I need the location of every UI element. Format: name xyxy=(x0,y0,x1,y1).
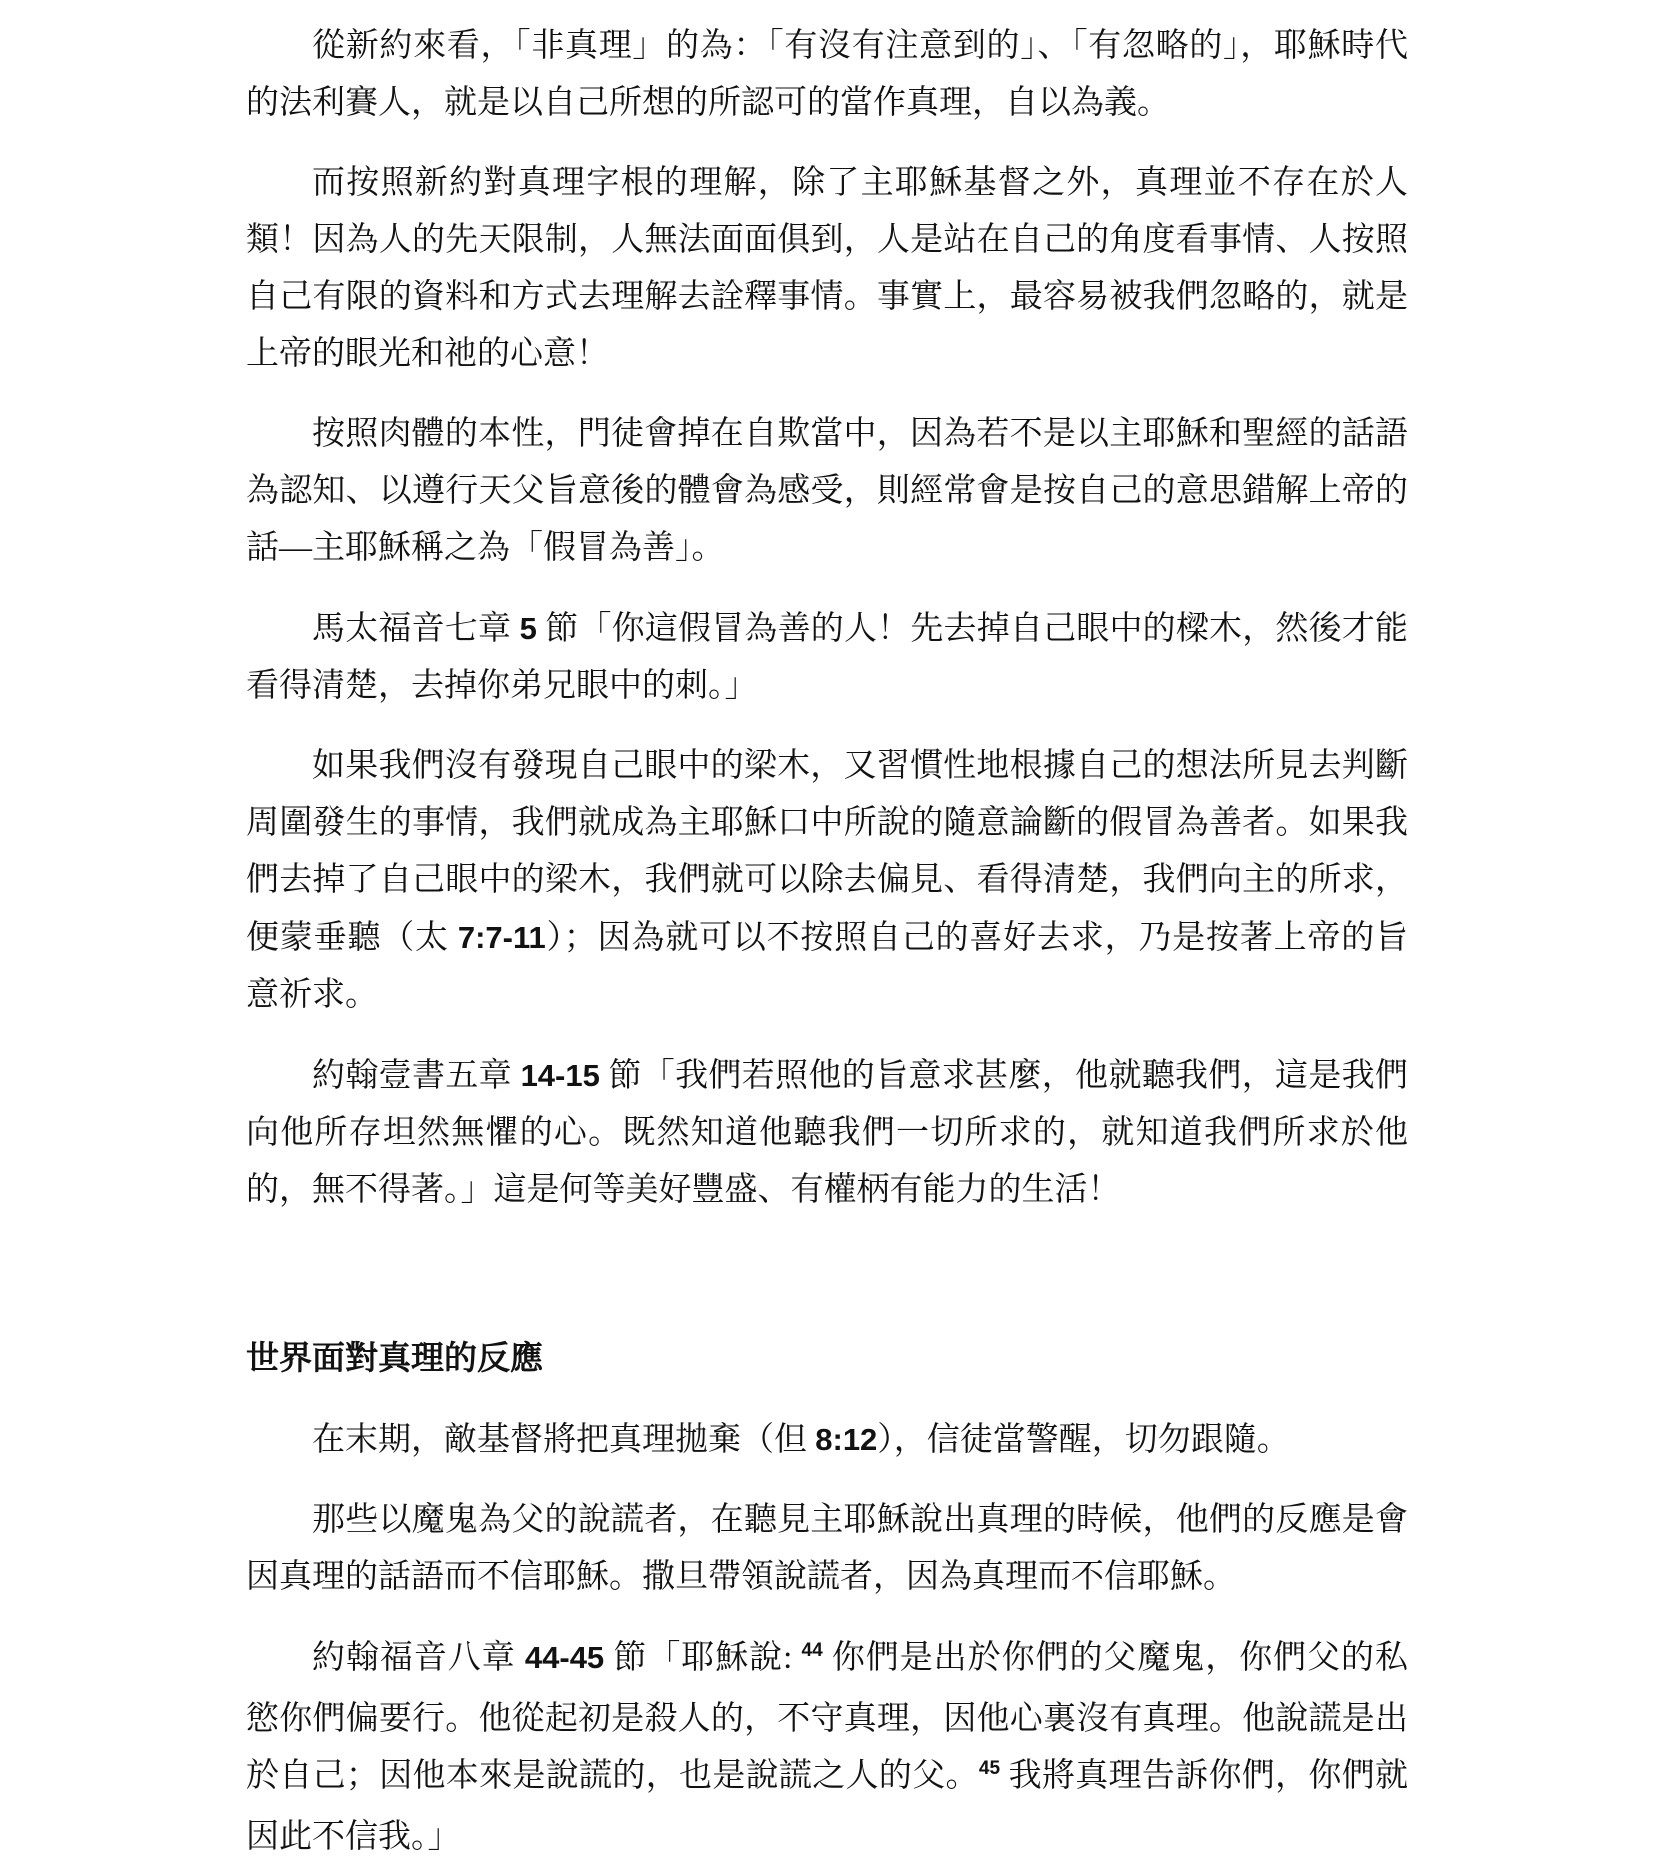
scripture-ref-text: 馬太福音七章 xyxy=(312,611,520,647)
paragraph-truth-root: 而按照新約對真理字根的理解，除了主耶穌基督之外，真理並不存在於人類！因為人的先天限制，人無法面面俱到，人是站在自己的角度看事情、人按照自己有限的資料和方式去理解去詮釋事情。事實上，最容易被我們忽略的，就是上帝的眼光和祂的心意！ xyxy=(246,165,1408,372)
document-content xyxy=(246,18,1408,1864)
scripture-quote-text: 節「我們若照他的旨意求甚麼，他就聽我們，這是我們向他所存坦然無懼的心。既然知道他聽我們一切所求的，就知道我們所求於他的，無不得著。」這是何等美好豐盛、有權柄有能力的生活！ xyxy=(246,1058,1409,1208)
paragraph-liars-of-devil: 那些以魔鬼為父的說謊者，在聽見主耶穌說出真理的時候，他們的反應是會因真理的話語而不信耶穌。撒旦帶領說謊者，因為真理而不信耶穌。 xyxy=(246,1502,1408,1595)
scripture-ref-number: 44-45 xyxy=(524,1640,605,1675)
body-text: 在末期，敵基督將把真理拋棄（但 xyxy=(312,1422,816,1458)
paragraph-flesh-nature: 按照肉體的本性，門徒會掉在自欺當中，因為若不是以主耶穌和聖經的話語為認知、以遵行天父旨意後的體會為感受，則經常會是按自己的意思錯解上帝的話—主耶穌稱之為「假冒為善」。 xyxy=(246,416,1408,566)
scripture-quote-text: 節「耶穌說: xyxy=(604,1640,802,1676)
verse-superscript-44: 44 xyxy=(801,1640,823,1661)
scripture-ref-number: 5 xyxy=(519,611,537,646)
paragraph-end-times xyxy=(246,1411,1408,1469)
scripture-quote-text: 節「你這假冒為善的人！先去掉自己眼中的樑木，然後才能看得清楚，去掉你弟兄眼中的刺。」 xyxy=(246,611,1409,704)
paragraph-beam-in-eye xyxy=(246,738,1408,1024)
verse-superscript-45: 45 xyxy=(978,1758,1001,1779)
scripture-ref-number: 7:7-11 xyxy=(457,920,546,955)
paragraph-1john-5-14-15 xyxy=(246,1047,1408,1219)
body-text: ），信徒當警醒，切勿跟隨。 xyxy=(877,1422,1290,1458)
scripture-ref-text: 約翰福音八章 xyxy=(312,1640,525,1676)
scripture-ref-text: 約翰壹書五章 xyxy=(312,1058,521,1094)
scripture-quote-text: 你們是出於你們的父魔鬼，你們父的私慾你們偏要行。他從起初是殺人的，不守真理，因他心裏沒有真理。他說謊是出於自己；因他本來是說謊的，也是說謊之人的父。 xyxy=(246,1640,1409,1794)
paragraph-matthew-7-5 xyxy=(246,600,1408,715)
scripture-ref-number: 8:12 xyxy=(815,1422,878,1457)
paragraph-john-8-44-45 xyxy=(246,1629,1408,1864)
paragraph-non-truth: 從新約來看，「非真理」的為：「有沒有注意到的」、「有忽略的」，耶穌時代的法利賽人，就是以自己所想的所認可的當作真理，自以為義。 xyxy=(246,28,1408,121)
scripture-ref-number: 14-15 xyxy=(520,1058,600,1093)
scripture-quote-text: 我將真理告訴你們，你們就因此不信我。」 xyxy=(246,1758,1409,1855)
body-text: 如果我們沒有發現自己眼中的梁木，又習慣性地根據自己的想法所見去判斷周圍發生的事情，我們就成為主耶穌口中所說的隨意論斷的假冒為善者。如果我們去掉了自己眼中的梁木，我們就可以除去偏見、看得清楚，我們向主的所求，便蒙垂聽（太 xyxy=(246,748,1408,956)
section-heading-world-response-to-truth: 世界面對真理的反應 xyxy=(246,1341,543,1377)
body-text: ）；因為就可以不按照自己的喜好去求，乃是按著上帝的旨意祈求。 xyxy=(246,920,1409,1013)
